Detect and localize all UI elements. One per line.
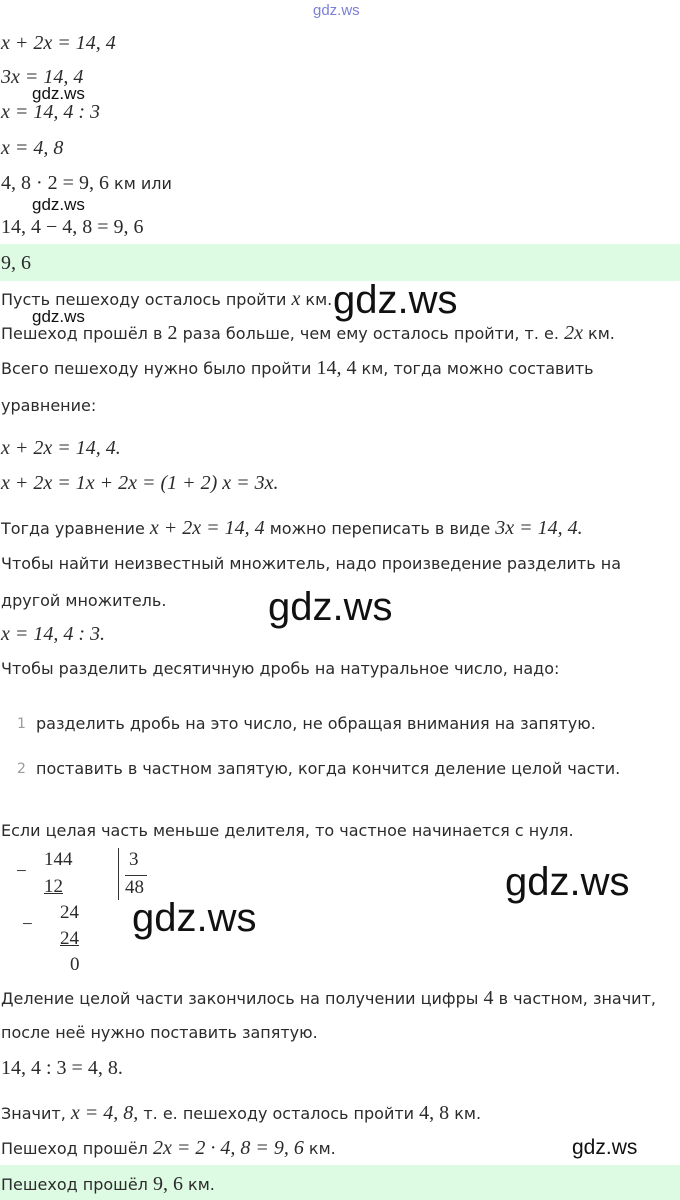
answer-value-1: 9, 6 <box>1 252 31 274</box>
division-remainder-2: 0 <box>70 954 80 975</box>
watermark-small-3: gdz.ws <box>32 307 85 326</box>
watermark-small-1: gdz.ws <box>32 84 85 103</box>
division-quotient: 48 <box>125 877 144 898</box>
equation-line-4: x = 4, 8 <box>1 137 64 159</box>
math-2x: 2x <box>564 322 583 344</box>
math-number: 9, 6 <box>152 1173 183 1195</box>
equation-line-1: x + 2x = 14, 4 <box>1 32 116 54</box>
final-answer <box>1 1173 215 1196</box>
solution-para-2 <box>1 322 615 345</box>
math-number: 4 <box>483 987 494 1009</box>
text-segment: км. <box>182 1175 215 1194</box>
answer-band-1 <box>0 244 680 281</box>
watermark-large-3: gdz.ws <box>505 860 630 904</box>
division-divisor: 3 <box>129 849 139 870</box>
solution-para-3 <box>1 357 594 380</box>
text-segment: км, тогда можно составить <box>356 359 594 378</box>
solution-para-4 <box>1 517 583 540</box>
list-item-1-text: разделить дробь на это число, не обращая внимания на запятую. <box>36 714 596 733</box>
division-minus-2: − <box>22 914 33 935</box>
text-segment: Пешеход прошёл <box>1 1139 153 1158</box>
math-expression: x + 2x = 14, 4 <box>149 517 265 539</box>
math-expression: 2x = 2 · 4, 8 = 9, 6 <box>152 1137 304 1159</box>
division-remainder-1: 24 <box>60 902 79 923</box>
equation-eq2: x + 2x = 1x + 2x = (1 + 2) x = 3x. <box>1 472 279 494</box>
text-segment: км. <box>582 324 615 343</box>
text-segment: раза больше, чем ему осталось пройти, т. е. <box>177 324 565 343</box>
solution-para-9 <box>1 1102 481 1125</box>
equation-eq1: x + 2x = 14, 4. <box>1 437 121 459</box>
text-segment: Деление целой части закончилось на получении цифры <box>1 989 484 1008</box>
solution-para-7: Если целая часть меньше делителя, то частное начинается с нуля. <box>1 821 574 840</box>
watermark-small-4: gdz.ws <box>572 1136 638 1159</box>
text-segment: Пусть пешеходу осталось пройти <box>1 290 292 309</box>
text-segment: км. <box>300 290 333 309</box>
text-segment: Пешеход прошёл <box>1 1175 153 1194</box>
division-subtrahend-1: 12 <box>44 876 63 897</box>
division-subtrahend-2: 24 <box>60 928 79 949</box>
list-item-1-number: 1 <box>17 716 26 732</box>
text-segment: можно переписать в виде <box>264 519 496 538</box>
text-segment: км. <box>449 1104 482 1123</box>
solution-para-5: Чтобы найти неизвестный множитель, надо произведение разделить на <box>1 554 622 573</box>
math-expression: 3x = 14, 4. <box>495 517 583 539</box>
watermark-large-2: gdz.ws <box>268 585 393 629</box>
watermark-large-1: gdz.ws <box>333 278 458 322</box>
division-horizontal-line <box>125 875 147 876</box>
watermark-top: gdz.ws <box>313 2 360 19</box>
text-segment: Всего пешеходу нужно было пройти <box>1 359 317 378</box>
solution-para-6: Чтобы разделить десятичную дробь на натуральное число, надо: <box>1 659 560 678</box>
math-number: 14, 4 <box>316 357 357 379</box>
text-segment: Пешеход прошёл в <box>1 324 168 343</box>
equation-line-5-text: км или <box>108 174 172 193</box>
division-vertical-line <box>118 848 119 900</box>
equation-eq3: x = 14, 4 : 3. <box>1 623 106 645</box>
watermark-large-4: gdz.ws <box>132 896 257 940</box>
math-x: x <box>291 288 301 310</box>
equation-eq4: 14, 4 : 3 = 4, 8. <box>1 1057 123 1079</box>
text-segment: Тогда уравнение <box>1 519 150 538</box>
solution-para-5-cont: другой множитель. <box>1 591 167 610</box>
equation-line-5 <box>1 172 172 195</box>
text-segment: в частном, значит, <box>493 989 656 1008</box>
list-item-2-number: 2 <box>17 761 26 777</box>
watermark-small-2: gdz.ws <box>32 195 85 214</box>
equation-line-6: 14, 4 − 4, 8 = 9, 6 <box>1 216 144 238</box>
math-expression: x = 4, 8, <box>70 1102 139 1124</box>
division-dividend: 144 <box>44 849 73 870</box>
solution-para-8 <box>1 987 656 1010</box>
text-segment: Значит, <box>1 1104 71 1123</box>
text-segment: т. е. пешеходу осталось пройти <box>138 1104 420 1123</box>
math-number: 2 <box>167 322 178 344</box>
solution-para-3-cont: уравнение: <box>1 396 97 415</box>
text-segment: км. <box>303 1139 336 1158</box>
division-minus-1: − <box>16 861 27 882</box>
equation-line-3: x = 14, 4 : 3 <box>1 101 101 123</box>
equation-line-5-math: 4, 8 · 2 = 9, 6 <box>1 172 109 194</box>
list-item-2-text: поставить в частном запятую, когда кончится деление целой части. <box>36 759 621 778</box>
equation-line-2: 3x = 14, 4 <box>1 66 84 88</box>
math-number: 4, 8 <box>419 1102 450 1124</box>
solution-para-10 <box>1 1137 336 1160</box>
solution-para-8-cont: после неё нужно поставить запятую. <box>1 1023 318 1042</box>
